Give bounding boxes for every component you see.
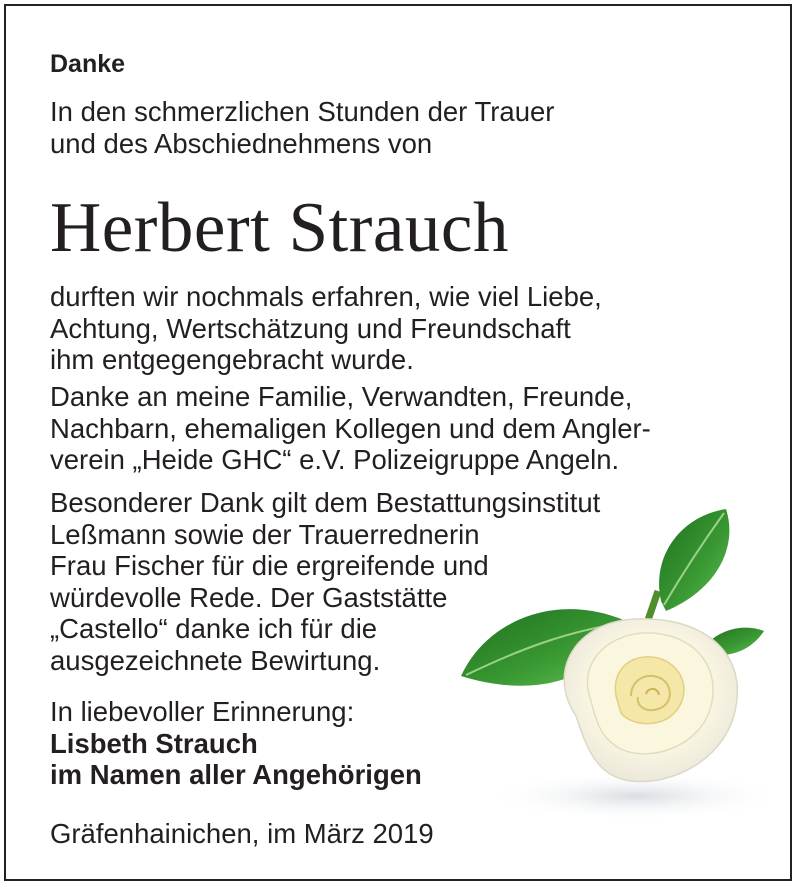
text-line: ausgezeichnete Bewirtung. xyxy=(50,644,381,676)
paragraph-2 xyxy=(50,381,651,476)
on-behalf-line: im Namen aller Angehörigen xyxy=(50,759,422,790)
white-rose-icon xyxy=(426,501,786,831)
text-line: „Castello“ danke ich für die xyxy=(50,613,378,644)
text-line: Leßmann sowie der Trauerrednerin xyxy=(50,518,480,550)
text-line: würdevolle Rede. Der Gaststätte xyxy=(50,581,448,613)
text-line: Nachbarn, ehemaligen Kollegen und dem Angler- xyxy=(50,412,651,444)
text-line: Frau Fischer für die ergreifende und xyxy=(50,550,489,581)
deceased-name: Herbert Strauch xyxy=(50,189,509,267)
intro-line: In den schmerzlichen Stunden der Trauer xyxy=(50,96,555,127)
intro-line: und des Abschiednehmens von xyxy=(50,127,433,159)
text-line: Danke an meine Familie, Verwandten, Freunde, xyxy=(50,381,633,412)
place-date: Gräfenhainichen, im März 2019 xyxy=(50,818,434,849)
intro-text xyxy=(50,96,554,159)
text-line: verein „Heide GHC“ e.V. Polizeigruppe Angeln. xyxy=(50,444,620,475)
text-line: Besonderer Dank gilt dem Bestattungsinstitut xyxy=(50,487,601,518)
closing-phrase: In liebevoller Erinnerung: xyxy=(50,696,355,727)
text-line: ihm entgegengebracht wurde. xyxy=(50,344,414,375)
closing-block xyxy=(50,696,422,791)
signer-name: Lisbeth Strauch xyxy=(50,727,258,759)
heading: Danke xyxy=(50,50,126,78)
paragraph-1 xyxy=(50,281,602,376)
text-line: Achtung, Wertschätzung und Freundschaft xyxy=(50,312,571,344)
text-line: durften wir nochmals erfahren, wie viel Liebe, xyxy=(50,281,602,312)
obituary-card xyxy=(4,4,792,881)
